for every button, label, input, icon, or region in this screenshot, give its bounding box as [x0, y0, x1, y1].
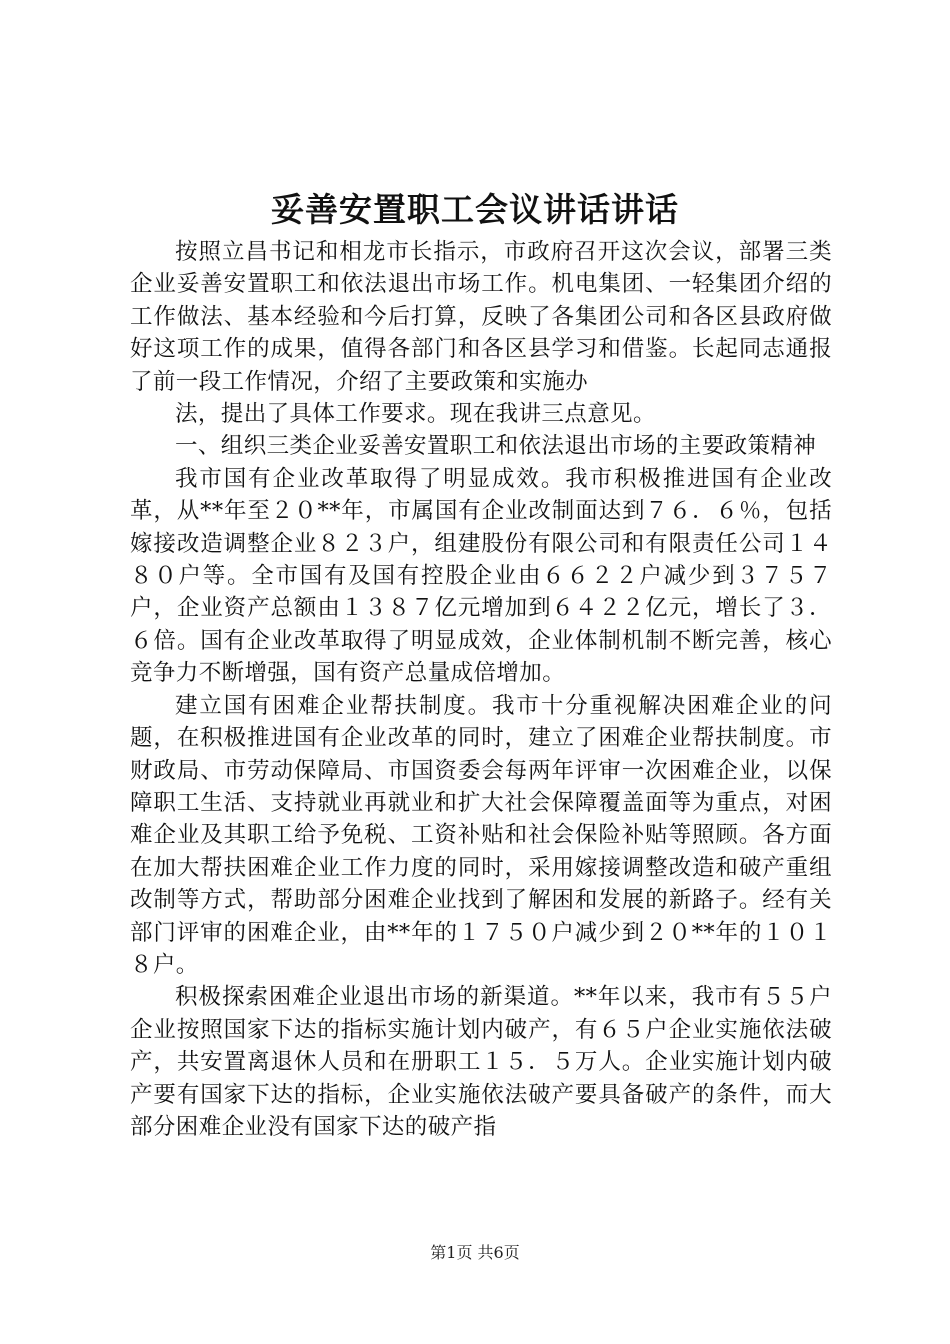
- paragraph: 我市国有企业改革取得了明显成效。我市积极推进国有企业改革，从**年至２０**年，市属国有企业改制面达到７６．６％，包括嫁接改造调整企业８２３户，组建股份有限公司和有限责任公司１４８０户等。全市国有及国有控股企业由６６２２户减少到３７５７户，企业资产总额由１３８７亿元增加到６４２２亿元，增长了３．６倍。国有企业改革取得了明显成效，企业体制机制不断完善，核心竞争力不断增强，国有资产总量成倍增加。: [130, 465, 832, 687]
- section-heading: 一、组织三类企业妥善安置职工和依法退出市场的主要政策精神: [175, 433, 817, 460]
- page-footer: 第1页 共6页: [430, 1243, 520, 1262]
- paragraph: 法，提出了具体工作要求。现在我讲三点意见。: [175, 401, 656, 428]
- document-title: 妥善安置职工会议讲话讲话: [271, 190, 679, 229]
- paragraph: 按照立昌书记和相龙市长指示，市政府召开这次会议，部署三类企业妥善安置职工和依法退出市场工作。机电集团、一轻集团介绍的工作做法、基本经验和今后打算，反映了各集团公司和各区县政府做好这项工作的成果，值得各部门和各区县学习和借鉴。长起同志通报了前一段工作情况，介绍了主要政策和实施办: [130, 239, 832, 395]
- paragraph: 建立国有困难企业帮扶制度。我市十分重视解决困难企业的问题，在积极推进国有企业改革的同时，建立了困难企业帮扶制度。市财政局、市劳动保障局、市国资委会每两年评审一次困难企业，以保障职工生活、支持就业再就业和扩大社会保障覆盖面等为重点，对困难企业及其职工给予免税、工资补贴和社会保险补贴等照顾。各方面在加大帮扶困难企业工作力度的同时，采用嫁接调整改造和破产重组改制等方式，帮助部分困难企业找到了解困和发展的新路子。经有关部门评审的困难企业，由**年的１７５０户减少到２０**年的１０１８户。: [130, 692, 832, 978]
- document-body: [130, 236, 832, 1143]
- paragraph: 积极探索困难企业退出市场的新渠道。**年以来，我市有５５户企业按照国家下达的指标实施计划内破产，有６５户企业实施依法破产，共安置离退休人员和在册职工１５．５万人。企业实施计划内破产要有国家下达的指标，企业实施依法破产要具备破产的条件，而大部分困难企业没有国家下达的破产指: [130, 984, 832, 1140]
